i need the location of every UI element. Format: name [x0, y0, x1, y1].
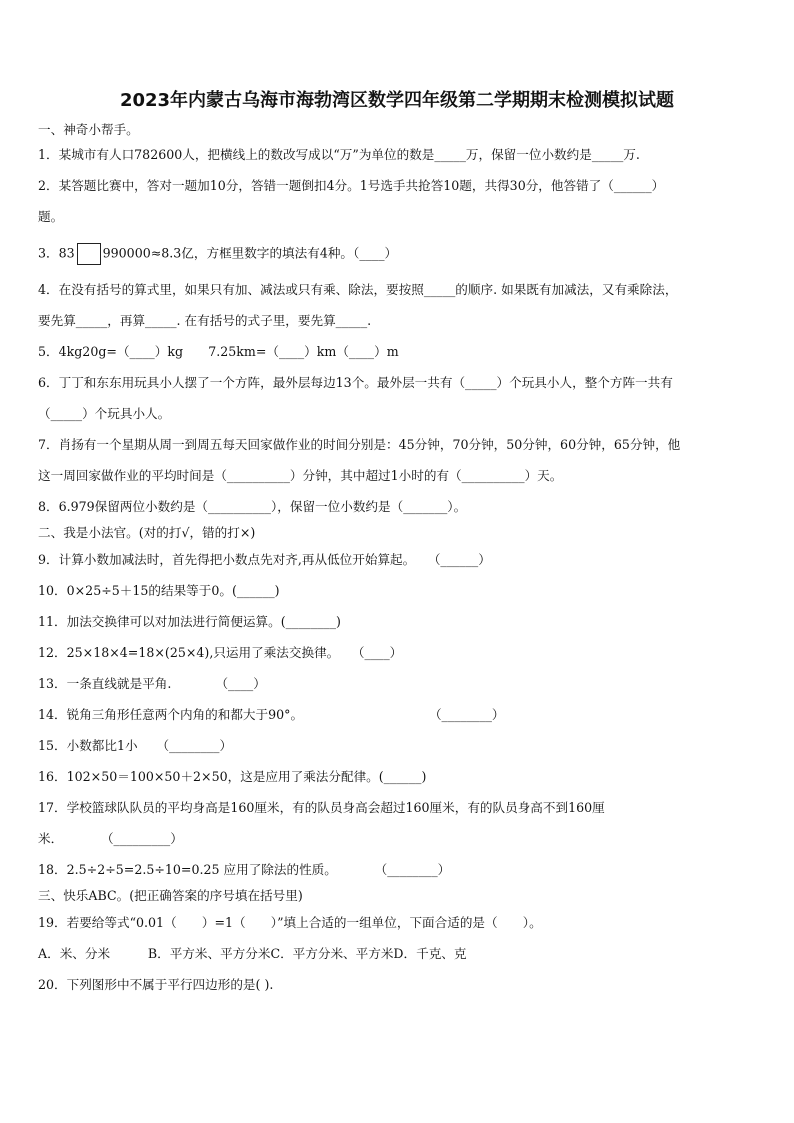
question-17-line-1: 17．学校篮球队队员的平均身高是160厘米，有的队员身高会超过160厘米，有的队员身高不到160厘 — [38, 800, 605, 815]
question-5: 5．4kg20g=（____）kg 7.25km=（____）km（____）m — [38, 344, 399, 359]
section-3-heading: 三、快乐ABC。(把正确答案的序号填在括号里) — [38, 888, 303, 903]
question-20: 20．下列图形中不属于平行四边形的是( ). — [38, 977, 274, 992]
question-11: 11．加法交换律可以对加法进行简便运算。(________) — [38, 614, 341, 629]
section-2-heading: 二、我是小法官。(对的打√，错的打×) — [38, 525, 256, 540]
question-19: 19．若要给等式“0.01（ ）=1（ ）”填上合适的一组单位，下面合适的是（ ）。 — [38, 915, 542, 930]
question-12: 12．25×18×4=18×(25×4),只运用了乘法交换律。 （____） — [38, 645, 403, 660]
question-2-line-2: 题。 — [38, 209, 64, 224]
question-7-line-1: 7．肖扬有一个星期从周一到周五每天回家做作业的时间分别是：45分钟，70分钟，50分钟，60分钟，65分钟，他 — [38, 437, 681, 452]
question-18: 18．2.5÷2÷5=2.5÷10=0.25 应用了除法的性质。 （________） — [38, 862, 451, 877]
page-title: 2023年内蒙古乌海市海勃湾区数学四年级第二学期期末检测模拟试题 — [119, 90, 675, 111]
question-19-options: A．米、分米 B．平方米、平方分米C．平方分米、平方米D．千克、克 — [38, 946, 467, 961]
question-4-line-2: 要先算_____，再算_____. 在有括号的式子里，要先算_____. — [38, 313, 372, 328]
question-10: 10．0×25÷5＋15的结果等于0。(______) — [38, 583, 280, 598]
question-3-prefix: 3．83 — [38, 245, 75, 261]
section-1-heading: 一、神奇小帮手。 — [38, 122, 139, 137]
question-16: 16．102×50＝100×50＋2×50，这是应用了乘法分配律。(______) — [38, 769, 427, 784]
question-17-line-2: 米． （_________） — [38, 831, 183, 846]
question-14: 14．锐角三角形任意两个内角的和都大于90°。 （________） — [38, 707, 505, 722]
question-7-line-2: 这一周回家做作业的平均时间是（__________）分钟，其中超过1小时的有（__________）天。 — [38, 468, 563, 483]
question-13: 13．一条直线就是平角. （____） — [38, 676, 266, 691]
question-6-line-1: 6．丁丁和东东用玩具小人摆了一个方阵，最外层每边13个。最外层一共有（_____）个玩具小人，整个方阵一共有 — [38, 375, 673, 390]
question-9: 9．计算小数加减法时，首先得把小数点先对齐,再从低位开始算起。 （______） — [38, 552, 491, 567]
question-3 — [38, 243, 763, 265]
question-1: 1．某城市有人口782600人，把横线上的数改写成以“万”为单位的数是_____万，保留一位小数约是_____万. — [38, 147, 640, 162]
question-15: 15．小数都比1小 （________） — [38, 738, 233, 753]
question-2-line-1: 2．某答题比赛中，答对一题加10分，答错一题倒扣4分。1号选手共抢答10题，共得30分，他答错了（______） — [38, 178, 665, 193]
question-4-line-1: 4．在没有括号的算式里，如果只有加、减法或只有乘、除法，要按照_____的顺序. 如果既有加减法，又有乘除法， — [38, 282, 678, 297]
question-3-suffix: 990000≈8.3亿，方框里数字的填法有4种。（____） — [102, 245, 398, 261]
answer-box[interactable] — [77, 243, 101, 265]
question-6-line-2: （_____）个玩具小人。 — [38, 406, 171, 421]
question-8: 8．6.979保留两位小数约是（__________），保留一位小数约是（_______）。 — [38, 499, 467, 514]
